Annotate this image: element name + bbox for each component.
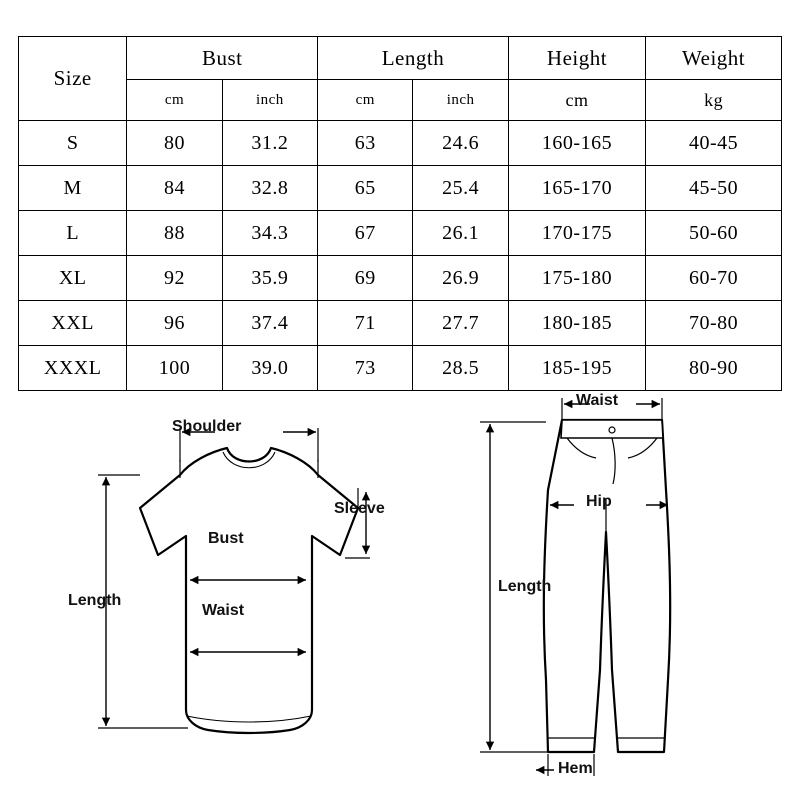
cell-size: XXL bbox=[19, 301, 127, 346]
pants-waistband bbox=[561, 420, 663, 438]
cell-height-cm: 165-170 bbox=[508, 166, 645, 211]
table-row bbox=[19, 121, 782, 166]
cell-bust-cm: 88 bbox=[127, 211, 222, 256]
tshirt-diagram bbox=[40, 380, 440, 800]
table-row bbox=[19, 211, 782, 256]
label-waist: Waist bbox=[202, 602, 245, 619]
cell-length-inch: 25.4 bbox=[413, 166, 508, 211]
cell-height-cm: 170-175 bbox=[508, 211, 645, 256]
label-bust: Bust bbox=[208, 530, 244, 547]
tshirt-body-outline bbox=[140, 448, 358, 733]
cell-weight-kg: 40-45 bbox=[646, 121, 782, 166]
cell-bust-cm: 84 bbox=[127, 166, 222, 211]
size-chart-table bbox=[18, 36, 782, 391]
header-weight-kg: kg bbox=[646, 80, 782, 121]
cell-weight-kg: 80-90 bbox=[646, 346, 782, 391]
cell-length-cm: 63 bbox=[318, 121, 413, 166]
table-header-row-primary bbox=[19, 37, 782, 80]
cell-weight-kg: 60-70 bbox=[646, 256, 782, 301]
cell-length-inch: 26.1 bbox=[413, 211, 508, 256]
header-length-inch: inch bbox=[413, 80, 508, 121]
cell-weight-kg: 45-50 bbox=[646, 166, 782, 211]
label-length: Length bbox=[68, 592, 122, 609]
header-bust: Bust bbox=[127, 37, 318, 80]
cell-height-cm: 160-165 bbox=[508, 121, 645, 166]
table-header-row-units bbox=[19, 80, 782, 121]
header-weight: Weight bbox=[646, 37, 782, 80]
pants-body-outline bbox=[544, 420, 670, 752]
header-bust-cm: cm bbox=[127, 80, 222, 121]
label-pants-waist: Waist bbox=[576, 392, 619, 409]
cell-size: M bbox=[19, 166, 127, 211]
cell-bust-inch: 31.2 bbox=[222, 121, 317, 166]
cell-bust-inch: 35.9 bbox=[222, 256, 317, 301]
cell-length-cm: 71 bbox=[318, 301, 413, 346]
cell-height-cm: 180-185 bbox=[508, 301, 645, 346]
pants-diagram bbox=[450, 380, 790, 800]
header-height: Height bbox=[508, 37, 645, 80]
header-height-cm: cm bbox=[508, 80, 645, 121]
cell-weight-kg: 70-80 bbox=[646, 301, 782, 346]
label-sleeve: Sleeve bbox=[334, 500, 385, 517]
size-chart-table-container bbox=[18, 36, 782, 391]
cell-bust-cm: 100 bbox=[127, 346, 222, 391]
cell-length-inch: 28.5 bbox=[413, 346, 508, 391]
header-length: Length bbox=[318, 37, 509, 80]
cell-length-inch: 26.9 bbox=[413, 256, 508, 301]
cell-size: L bbox=[19, 211, 127, 256]
cell-size: S bbox=[19, 121, 127, 166]
cell-bust-cm: 96 bbox=[127, 301, 222, 346]
label-pants-hip: Hip bbox=[586, 493, 612, 510]
table-row bbox=[19, 256, 782, 301]
cell-bust-inch: 34.3 bbox=[222, 211, 317, 256]
label-shoulder: Shoulder bbox=[172, 418, 242, 435]
table-row bbox=[19, 166, 782, 211]
cell-height-cm: 185-195 bbox=[508, 346, 645, 391]
cell-length-cm: 69 bbox=[318, 256, 413, 301]
header-bust-inch: inch bbox=[222, 80, 317, 121]
cell-height-cm: 175-180 bbox=[508, 256, 645, 301]
cell-size: XXXL bbox=[19, 346, 127, 391]
cell-bust-inch: 32.8 bbox=[222, 166, 317, 211]
cell-size: XL bbox=[19, 256, 127, 301]
label-pants-hem: Hem bbox=[558, 760, 593, 777]
cell-bust-cm: 92 bbox=[127, 256, 222, 301]
table-row bbox=[19, 301, 782, 346]
cell-bust-inch: 37.4 bbox=[222, 301, 317, 346]
cell-length-cm: 73 bbox=[318, 346, 413, 391]
cell-bust-inch: 39.0 bbox=[222, 346, 317, 391]
cell-length-cm: 65 bbox=[318, 166, 413, 211]
header-length-cm: cm bbox=[318, 80, 413, 121]
tshirt-illustration bbox=[40, 380, 440, 800]
cell-length-inch: 27.7 bbox=[413, 301, 508, 346]
cell-length-cm: 67 bbox=[318, 211, 413, 256]
cell-length-inch: 24.6 bbox=[413, 121, 508, 166]
cell-weight-kg: 50-60 bbox=[646, 211, 782, 256]
header-size: Size bbox=[19, 37, 127, 121]
cell-bust-cm: 80 bbox=[127, 121, 222, 166]
label-pants-length: Length bbox=[498, 578, 552, 595]
measurement-diagrams bbox=[0, 380, 800, 800]
